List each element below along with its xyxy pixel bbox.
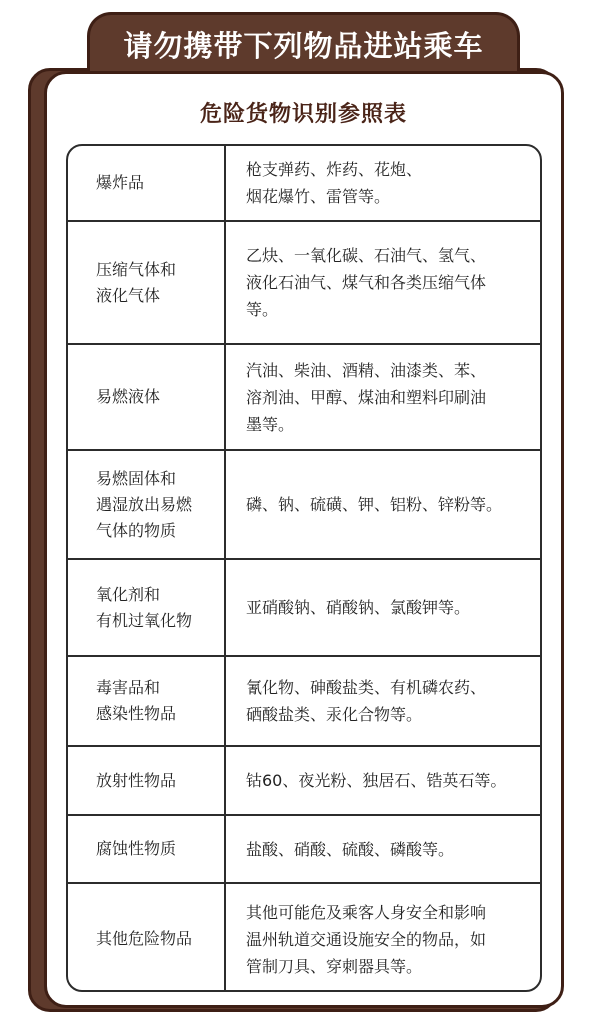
category-cell	[68, 657, 226, 745]
table-row	[68, 345, 540, 451]
banner	[87, 12, 520, 74]
category-label: 其他危险物品	[96, 929, 193, 948]
examples-cell: 钴60、夜光粉、独居石、锆英石等。	[246, 771, 507, 790]
category-label: 压缩气体和 液化气体	[96, 259, 177, 305]
category-label: 毒害品和 感染性物品	[96, 678, 177, 723]
category-label: 爆炸品	[96, 173, 145, 192]
category-cell	[68, 222, 226, 343]
examples-cell: 枪支弹药、炸药、花炮、 烟花爆竹、雷管等。	[246, 160, 423, 206]
examples-cell: 汽油、柴油、酒精、油漆类、苯、 溶剂油、甲醇、煤油和塑料印刷油 墨等。	[246, 360, 487, 434]
examples-cell: 亚硝酸钠、硝酸钠、氯酸钾等。	[246, 598, 471, 617]
category-cell	[68, 560, 226, 655]
card-title: 危险货物识别参照表	[199, 102, 407, 127]
category-cell	[68, 816, 226, 882]
category-label: 腐蚀性物质	[96, 839, 177, 858]
category-label: 氧化剂和 有机过氧化物	[96, 584, 193, 630]
table-row	[68, 222, 540, 345]
examples-cell: 乙炔、一氧化碳、石油气、氢气、 液化石油气、煤气和各类压缩气体 等。	[246, 246, 487, 319]
table-row	[68, 146, 540, 222]
examples-cell: 氰化物、砷酸盐类、有机磷农药、 硒酸盐类、汞化合物等。	[246, 678, 487, 724]
table-row	[68, 451, 540, 560]
category-cell	[68, 345, 226, 449]
examples-cell: 磷、钠、硫磺、钾、铝粉、锌粉等。	[246, 495, 503, 514]
category-cell	[68, 451, 226, 558]
examples-cell: 其他可能危及乘客人身安全和影响 温州轨道交通设施安全的物品，如 管制刀具、穿刺器具等。	[246, 902, 487, 976]
category-cell	[68, 884, 226, 992]
category-label: 放射性物品	[96, 770, 177, 790]
category-cell	[68, 747, 226, 814]
examples-cell: 盐酸、硝酸、硫酸、磷酸等。	[246, 839, 455, 859]
table-row	[68, 884, 540, 992]
table-row	[68, 657, 540, 747]
table-row	[68, 816, 540, 884]
hazard-table	[66, 144, 542, 992]
banner-title: 请勿携带下列物品进站乘车	[123, 29, 484, 63]
category-label: 易燃液体	[96, 387, 161, 406]
category-label: 易燃固体和 遇湿放出易燃 气体的物质	[96, 468, 193, 540]
category-cell	[68, 146, 226, 220]
table-row	[68, 747, 540, 816]
table-row	[68, 560, 540, 657]
